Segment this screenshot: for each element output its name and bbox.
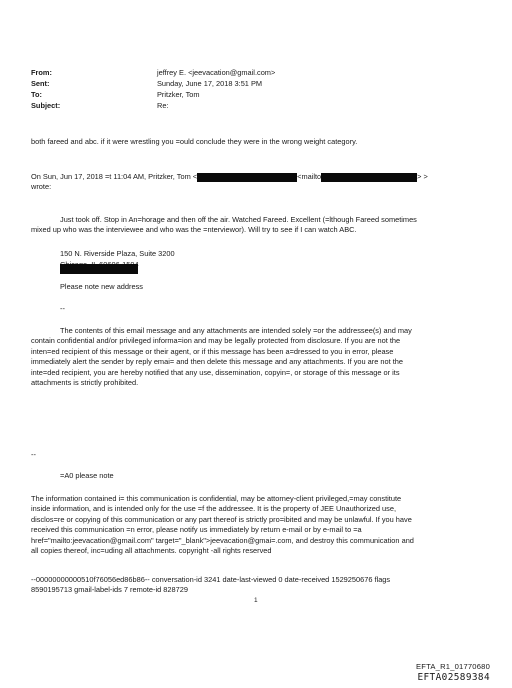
page-number: 1 [254, 597, 258, 604]
quoted-line: mixed up who was the interviewee and who was the =nterviewor). Will try to see if I can watch ABC. [31, 225, 357, 234]
subject-value: Re: [157, 101, 169, 110]
header-from-row [31, 68, 275, 78]
footer-id-large: EFTA02589384 [417, 672, 490, 683]
header-subject-row [31, 101, 169, 111]
redaction-box [60, 264, 138, 274]
address-line: 150 N. Riverside Plaza, Suite 3200 [60, 249, 175, 258]
confidentiality-line: immediately alert the sender by reply emai= and then delete this message and any attachments. If you are not the [31, 357, 404, 366]
info-line: The information contained i= this communication is confidential, may be attorney-client privileged,=may constitute [31, 494, 402, 503]
info-line: href="mailto:jeevacation@gmail.com" target="_blank">jeevacation@gmai=.com, and destroy this communication and [31, 536, 414, 545]
meta-line: 8590195713 gmail-label-ids 7 remote-id 828729 [31, 585, 188, 594]
quoted-line: Just took off. Stop in An=horage and then off the air. Watched Fareed. Excellent (=lthough Fareed sometimes [60, 215, 417, 224]
confidentiality-line: contain confidential and/or privileged informa=ion and may be legally protected from disclosure. If you are not the [31, 336, 401, 345]
redaction-box [197, 173, 297, 182]
quote-intro-text: On Sun, Jun 17, 2018 =t 11:04 AM, Pritzker, Tom < [31, 172, 198, 181]
quote-intro-mailto: <mailto [297, 172, 322, 181]
confidentiality-line: attachments is strictly prohibited. [31, 378, 139, 387]
quote-intro [31, 172, 428, 182]
info-line: all copies thereof, inc=uding all attachments. copyright -all rights reserved [31, 546, 272, 555]
from-label: From: [31, 68, 52, 77]
info-line: received this communication =n error, please notify us immediately by return e-mail or by e-mail to =a [31, 525, 362, 534]
confidentiality-line: inten=ed recipient of this message or their agent, or if this message has been a=dressed to you in error, please [31, 347, 394, 356]
from-value: jeffrey E. <jeevacation@gmail.com> [157, 68, 276, 77]
info-line: inside information, and is intended only for the use =f the addressee. It is the property of JEE Unauthorized use, [31, 504, 397, 513]
footer-id-small: EFTA_R1_01770680 [416, 662, 490, 671]
to-value: Pritzker, Tom [157, 90, 200, 99]
separator-dash: -- [60, 304, 65, 313]
address-note: Please note new address [60, 282, 143, 291]
redaction-box [321, 173, 417, 182]
confidentiality-line: inte=ded recipient, you are hereby notified that any use, dissemination, copyin=, or storage of this message or its [31, 368, 400, 377]
confidentiality-line: The contents of this email message and any attachments are intended solely =or the addressee(s) and may [60, 326, 412, 335]
header-sent-row [31, 79, 262, 89]
quote-wrote: wrote: [31, 182, 52, 191]
header-to-row [31, 90, 200, 100]
to-label: To: [31, 90, 42, 99]
separator-dash: -- [31, 450, 36, 459]
subject-label: Subject: [31, 101, 61, 110]
meta-line: --00000000000510f76056ed86b86-- conversation-id 3241 date-last-viewed 0 date-received 1529250676 flags [31, 575, 391, 584]
info-line: disclos=re or copying of this communication or any part thereof is strictly pro=ibited and may be unlawful. If you have [31, 515, 412, 524]
reply-line: both fareed and abc. if it were wrestling you =ould conclude they were in the wrong weight category. [31, 137, 358, 146]
quote-intro-close: > > [417, 172, 428, 181]
sent-label: Sent: [31, 79, 50, 88]
note-line: =A0 please note [60, 471, 114, 480]
sent-value: Sunday, June 17, 2018 3:51 PM [157, 79, 263, 88]
